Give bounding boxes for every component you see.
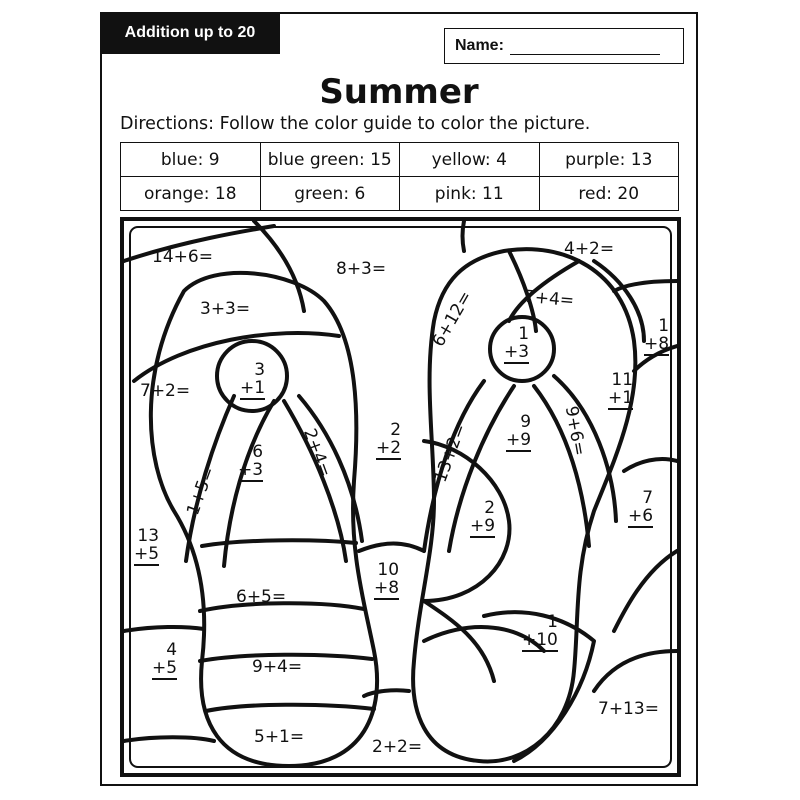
vertical-problem-top: 9 bbox=[520, 412, 532, 432]
problem-region[interactable]: 14+6= bbox=[152, 247, 213, 267]
vertical-problem-bottom: +10 bbox=[522, 630, 558, 650]
color-guide-cell: yellow: 4 bbox=[400, 143, 540, 177]
vertical-problem[interactable] bbox=[522, 613, 558, 652]
topic-tag bbox=[100, 12, 280, 54]
vertical-problem-top: 2 bbox=[484, 498, 496, 518]
color-guide-cell: pink: 11 bbox=[400, 177, 540, 211]
color-guide-cell: blue green: 15 bbox=[260, 143, 400, 177]
vertical-problem[interactable] bbox=[238, 443, 263, 482]
vertical-problem[interactable] bbox=[152, 641, 177, 680]
vertical-problem[interactable] bbox=[376, 421, 401, 460]
vertical-problem-bottom: +1 bbox=[608, 388, 634, 408]
problem-region[interactable]: 13+2= bbox=[430, 420, 471, 486]
vertical-problem[interactable] bbox=[628, 489, 653, 528]
name-box bbox=[444, 28, 684, 64]
vertical-problem-bottom: +3 bbox=[238, 460, 264, 480]
vertical-problem-top: 4 bbox=[166, 640, 178, 660]
problem-region[interactable]: 9+4= bbox=[252, 657, 303, 677]
vertical-problem[interactable] bbox=[374, 561, 399, 600]
vertical-problem[interactable] bbox=[608, 371, 633, 410]
name-label: Name: bbox=[455, 37, 504, 54]
color-guide-table bbox=[120, 142, 679, 211]
vertical-problem-top: 1 bbox=[518, 324, 530, 344]
problem-region[interactable]: 6+5= bbox=[236, 587, 287, 607]
coloring-picture[interactable] bbox=[120, 217, 681, 777]
vertical-problem[interactable] bbox=[506, 413, 531, 452]
problem-region[interactable]: 7+4= bbox=[523, 286, 575, 312]
vertical-problem-top: 1 bbox=[658, 316, 670, 336]
vertical-problem-top: 13 bbox=[137, 526, 160, 546]
color-guide-row bbox=[121, 143, 679, 177]
color-guide-cell: orange: 18 bbox=[121, 177, 261, 211]
problem-region[interactable]: 9+6= bbox=[560, 404, 590, 458]
vertical-problem-bottom: +5 bbox=[152, 658, 178, 678]
vertical-problem-bottom: +8 bbox=[374, 578, 400, 598]
color-guide-row bbox=[121, 177, 679, 211]
vertical-problem-bottom: +9 bbox=[470, 516, 496, 536]
name-field[interactable] bbox=[510, 38, 660, 55]
vertical-problem-bottom: +9 bbox=[506, 430, 532, 450]
topic-tag-label: Addition up to 20 bbox=[124, 24, 256, 41]
problem-region[interactable]: 5+1= bbox=[254, 727, 305, 747]
color-guide-cell: red: 20 bbox=[539, 177, 679, 211]
problem-region[interactable]: 2+4= bbox=[299, 426, 336, 480]
color-guide-cell: purple: 13 bbox=[539, 143, 679, 177]
problem-region[interactable]: 3+3= bbox=[200, 299, 251, 319]
vertical-problem-top: 3 bbox=[254, 360, 266, 380]
vertical-problem-bottom: +3 bbox=[504, 342, 530, 362]
vertical-problem[interactable] bbox=[240, 361, 265, 400]
vertical-problem-top: 10 bbox=[377, 560, 400, 580]
vertical-problem-top: 11 bbox=[611, 370, 634, 390]
vertical-problem[interactable] bbox=[644, 317, 669, 356]
color-guide-cell: blue: 9 bbox=[121, 143, 261, 177]
problem-region[interactable]: 6+12= bbox=[428, 287, 477, 351]
problem-region[interactable]: 7+2= bbox=[140, 381, 191, 401]
vertical-problem-bottom: +5 bbox=[134, 544, 160, 564]
problem-region[interactable]: 4+2= bbox=[564, 239, 615, 259]
problem-region[interactable]: 8+3= bbox=[336, 259, 387, 279]
vertical-problem-bottom: +1 bbox=[240, 378, 266, 398]
vertical-problem[interactable] bbox=[134, 527, 159, 566]
vertical-problem-top: 1 bbox=[547, 612, 558, 632]
problem-region[interactable]: 2+2= bbox=[372, 737, 423, 757]
vertical-problem-bottom: +6 bbox=[628, 506, 654, 526]
vertical-problem-bottom: +2 bbox=[376, 438, 402, 458]
directions-text: Directions: Follow the color guide to color the picture. bbox=[120, 114, 591, 134]
vertical-problem[interactable] bbox=[470, 499, 495, 538]
vertical-problem-top: 7 bbox=[642, 488, 654, 508]
vertical-problem[interactable] bbox=[504, 325, 529, 364]
problem-region[interactable]: 7+13= bbox=[598, 699, 659, 719]
worksheet bbox=[100, 12, 698, 786]
problem-region[interactable]: 1+5= bbox=[183, 464, 220, 518]
page-title: Summer bbox=[319, 72, 479, 112]
vertical-problem-bottom: +8 bbox=[644, 334, 670, 354]
vertical-problem-top: 6 bbox=[252, 442, 264, 462]
color-guide-cell: green: 6 bbox=[260, 177, 400, 211]
vertical-problem-top: 2 bbox=[390, 420, 402, 440]
